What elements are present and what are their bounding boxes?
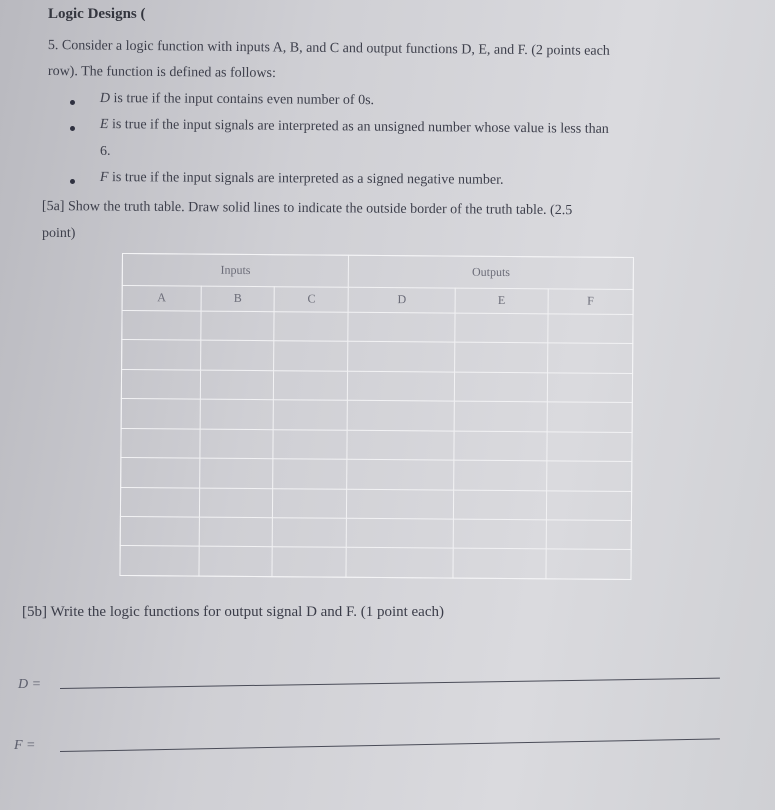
table-row xyxy=(122,340,633,373)
part-a-line-2: point) xyxy=(42,226,76,241)
column-header-d: D xyxy=(348,287,455,313)
table-row xyxy=(121,399,632,432)
question-intro-line-1: 5. Consider a logic function with inputs A, B, and C and output functions D, E, and F. (2 points each xyxy=(47,38,610,59)
bullet-e-var: E xyxy=(99,117,109,133)
outputs-group-header: Outputs xyxy=(348,255,633,289)
bullet-f-text: is true if the input signals are interpreted as a signed negative number. xyxy=(108,170,504,188)
question-intro-line-2: row). The function is defined as follows: xyxy=(47,64,276,81)
column-header-c: C xyxy=(274,286,348,312)
table-row xyxy=(121,458,632,491)
table-row xyxy=(121,428,632,461)
table-row xyxy=(121,369,632,402)
part-a-line-1: [5a] Show the truth table. Draw solid lines to indicate the outside border of the truth table. (2.5 xyxy=(41,199,573,219)
f-equation-label: F = xyxy=(14,738,36,753)
bullet-dot-icon xyxy=(70,126,75,131)
table-row xyxy=(120,546,631,580)
bullet-e-text: is true if the input signals are interpreted as an unsigned number whose value is less than xyxy=(108,117,609,137)
inputs-group-header: Inputs xyxy=(122,254,348,287)
column-header-a: A xyxy=(122,285,201,311)
d-equation-label: D = xyxy=(18,677,42,692)
column-header-f: F xyxy=(548,288,634,314)
table-row xyxy=(120,516,631,549)
bullet-dot-icon xyxy=(70,179,75,184)
table-row xyxy=(122,310,633,343)
bullet-d-text: is true if the input contains even number of 0s. xyxy=(110,91,375,109)
d-answer-line[interactable] xyxy=(60,678,720,689)
bullet-d xyxy=(100,91,374,109)
page-title: Logic Designs ( xyxy=(48,6,146,22)
table-row xyxy=(120,487,631,520)
bullet-e-continued: 6. xyxy=(100,144,111,159)
truth-table xyxy=(119,253,634,580)
column-header-b: B xyxy=(201,286,275,312)
part-b-prompt: [5b] Write the logic functions for output signal D and F. (1 point each) xyxy=(22,604,444,620)
bullet-f xyxy=(100,170,504,189)
f-answer-line[interactable] xyxy=(60,738,720,752)
column-header-e: E xyxy=(455,288,548,314)
bullet-d-var: D xyxy=(99,91,111,107)
bullet-dot-icon xyxy=(70,100,75,105)
bullet-f-var: F xyxy=(99,170,109,186)
bullet-e xyxy=(100,117,609,138)
